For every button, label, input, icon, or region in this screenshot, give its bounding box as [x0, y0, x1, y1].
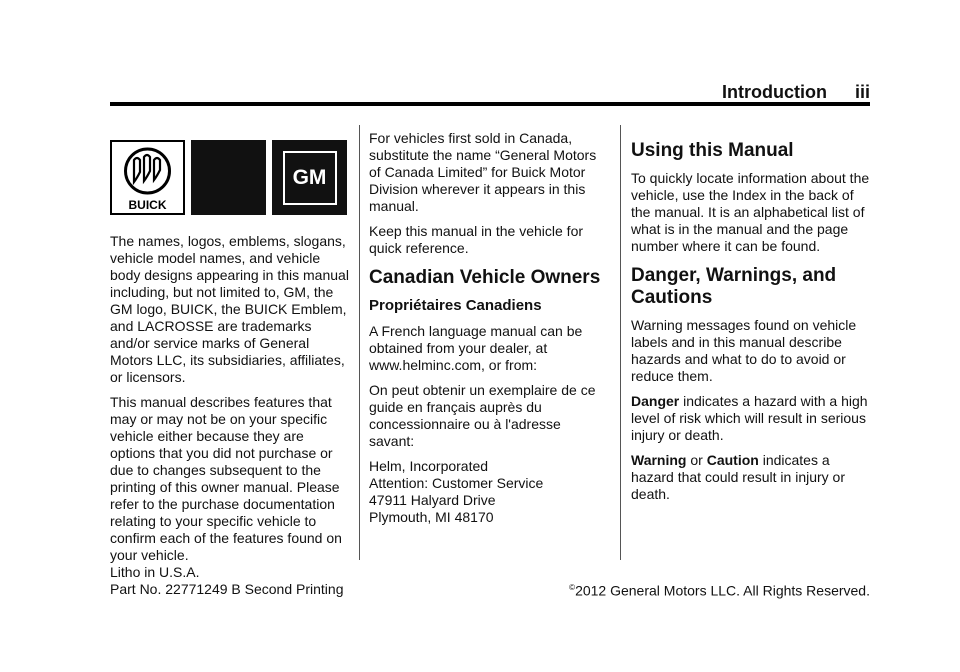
- address-line: 47911 Halyard Drive: [369, 492, 496, 508]
- warning-caution-paragraph: [631, 452, 871, 503]
- danger-paragraph: [631, 393, 871, 444]
- logo-row: [110, 140, 350, 215]
- index-paragraph: To quickly locate information about the vehicle, use the Index in the back of the manual. It is an alphabetical list of what is in the manual and the page number where it can be found.: [631, 170, 870, 254]
- column-2: [369, 130, 607, 534]
- warning-term: Warning: [631, 452, 687, 468]
- header-rule: [110, 102, 870, 106]
- buick-tri-shield-logo-icon: [110, 140, 185, 215]
- keep-manual-paragraph: Keep this manual in the vehicle for quick reference.: [369, 223, 584, 256]
- trademark-paragraph: The names, logos, emblems, slogans, vehicle model names, and vehicle body designs appearing in this manual including, but not limited to, GM, the GM logo, BUICK, the BUICK Emblem, and LACROSSE are trademarks and/or service marks of General Motors LLC, its subsidiaries, affiliates, or licensors.: [110, 233, 349, 385]
- danger-text: indicates a hazard with a high level of risk which will result in serious injury or death.: [631, 393, 868, 443]
- blank-black-panel: [191, 140, 266, 215]
- caution-term: Caution: [706, 452, 759, 468]
- column-1: [110, 130, 350, 572]
- litho-text: Litho in U.S.A.: [110, 564, 200, 580]
- copyright-text: 2012 General Motors LLC. All Rights Reserved.: [575, 582, 870, 599]
- features-paragraph: This manual describes features that may or may not be on your specific vehicle either because they are options that you did not purchase or due to changes subsequent to the printing of this owner manual. Please refer to the purchase documentation relating to your specific vehicle to confirm each of the features found on your vehicle.: [110, 394, 342, 563]
- french-manual-paragraph: A French language manual can be obtained from your dealer, at www.helminc.com, or from:: [369, 323, 583, 373]
- section-title: Introduction: [722, 82, 827, 102]
- footer-right: [569, 579, 870, 600]
- canada-name-paragraph: For vehicles first sold in Canada, substitute the name “General Motors of Canada Limited” for Buick Motor Division wherever it appears in this manual.: [369, 130, 597, 214]
- heading-canadian-owners: Canadian Vehicle Owners: [369, 267, 601, 288]
- buick-wordmark: BUICK: [128, 198, 167, 212]
- address-line: Plymouth, MI 48170: [369, 509, 494, 525]
- warning-messages-paragraph: Warning messages found on vehicle labels and in this manual describe hazards and what to do to avoid or reduce them.: [631, 317, 857, 384]
- heading-proprietaires: Propriétaires Canadiens: [369, 297, 542, 314]
- column-divider-1: [359, 125, 360, 560]
- page-header: [110, 82, 870, 104]
- address-line: Attention: Customer Service: [369, 475, 544, 491]
- gm-logo-text: GM: [283, 151, 337, 205]
- address-line: Helm, Incorporated: [369, 458, 489, 474]
- heading-danger-warnings: Danger, Warnings, and Cautions: [631, 265, 837, 308]
- page-number: iii: [854, 82, 870, 102]
- copyright-symbol: ©: [569, 583, 576, 592]
- heading-using-manual: Using this Manual: [631, 140, 794, 161]
- caution-text: indicates a hazard that could result in injury or death.: [631, 452, 845, 502]
- address-block: [369, 458, 607, 526]
- footer-left: [110, 564, 344, 598]
- part-number: Part No. 22771249 B Second Printing: [110, 581, 344, 597]
- french-paragraph: On peut obtenir un exemplaire de ce guide en français auprès du concessionnaire ou à l'adresse savant:: [369, 382, 596, 449]
- column-divider-2: [620, 125, 621, 560]
- gm-logo-icon: [272, 140, 347, 215]
- column-3: [631, 130, 871, 511]
- danger-term: Danger: [631, 393, 680, 409]
- or-text: or: [686, 452, 707, 468]
